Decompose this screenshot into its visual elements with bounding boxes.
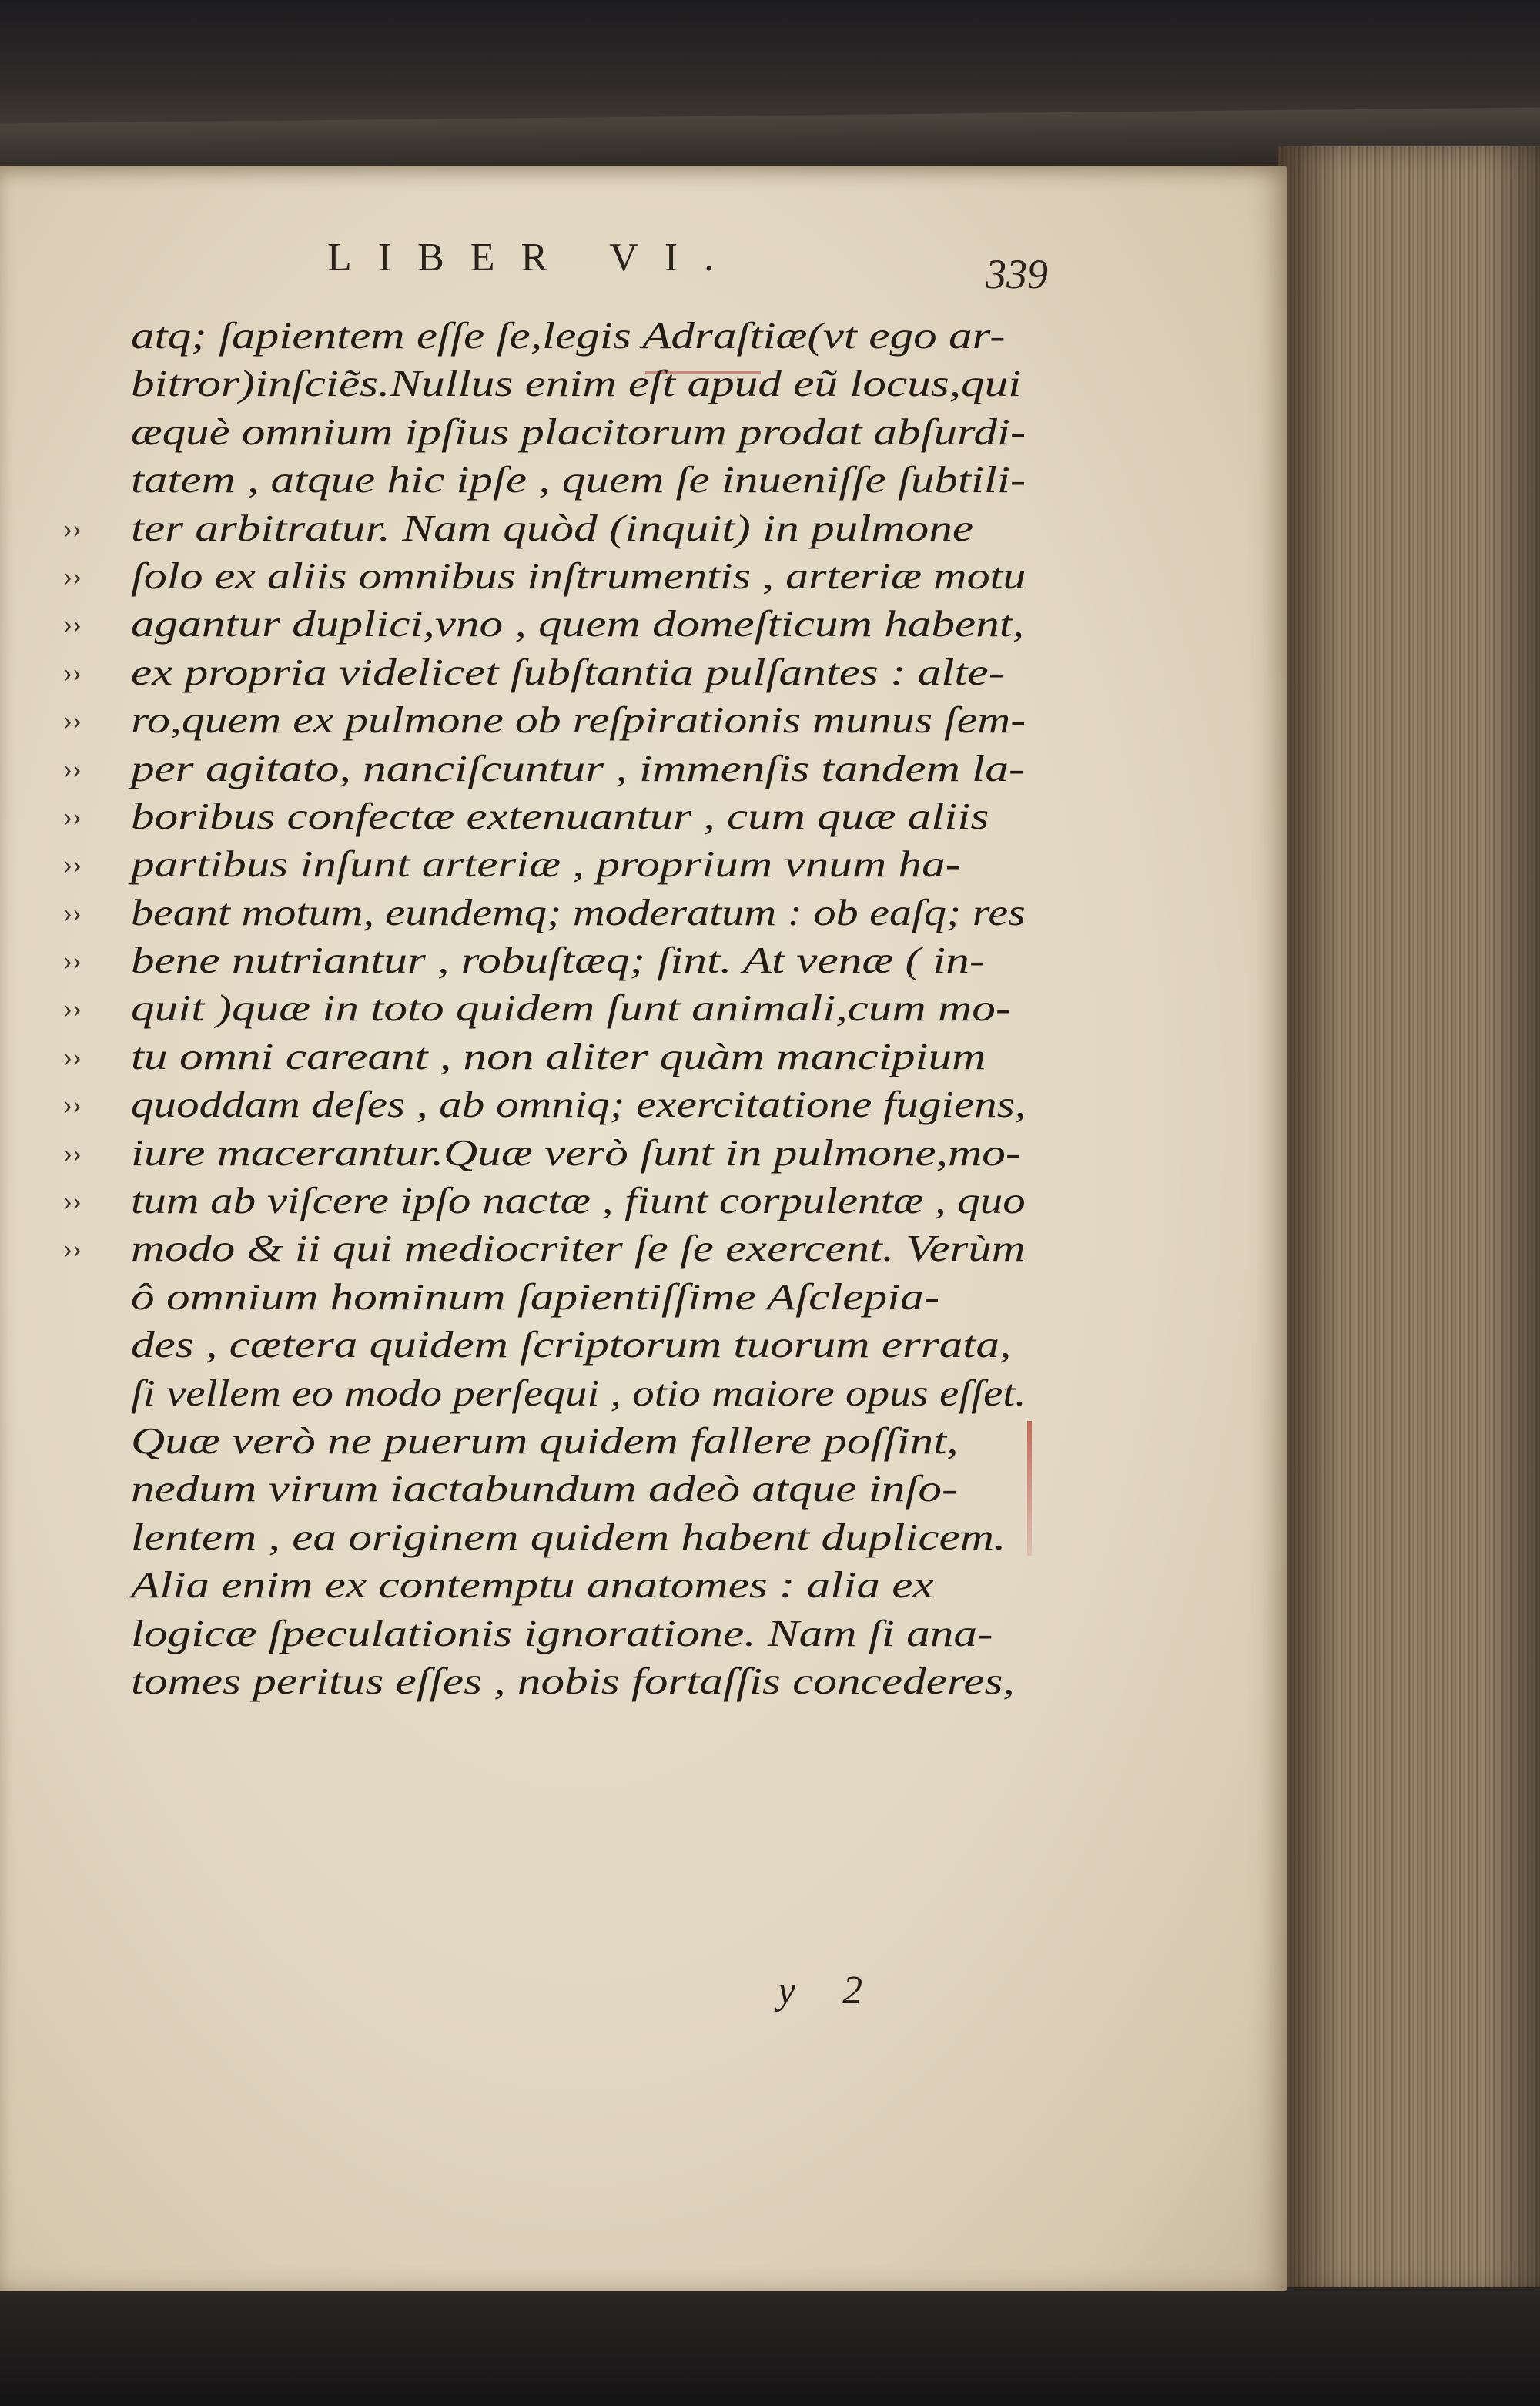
quotation-marker: ›› [63, 752, 82, 784]
line-text: des , cætera quidem ſcriptorum tuorum errata, [131, 1323, 1012, 1366]
text-line [63, 1225, 1026, 1272]
text-line [63, 456, 1026, 504]
line-text: æquè omnium ipſius placitorum prodat abſurdi- [131, 410, 1026, 453]
page-edges-shade [1278, 146, 1540, 2295]
line-text: ſolo ex aliis omnibus inſtrumentis , arteriæ motu [131, 554, 1026, 597]
line-text: ex propria videlicet ſubſtantia pulſantes : alte- [131, 650, 1005, 693]
quotation-marker: ›› [63, 896, 82, 928]
text-line [63, 1657, 1026, 1705]
line-text: logicæ ſpeculationis ignoratione. Nam ſi ana- [131, 1611, 993, 1654]
line-text: ter arbitratur. Nam quòd (inquit) in pulmone [131, 506, 974, 549]
line-text: agantur duplici,vno , quem domeſticum habent, [131, 602, 1025, 645]
line-text: tum ab viſcere ipſo nactæ , fiunt corpulentæ , quo [131, 1179, 1026, 1222]
text-line [63, 1177, 1026, 1225]
line-text: atq; ſapientem eſſe ſe,legis Adraſtiæ(vt ego ar- [131, 314, 1006, 357]
quotation-marker: ›› [63, 512, 82, 544]
line-text: tomes peritus eſſes , nobis fortaſſis concederes, [131, 1659, 1015, 1702]
line-text: ſi vellem eo modo perſequi , otio maiore opus eſſet. [131, 1371, 1026, 1414]
quotation-marker: ›› [63, 705, 82, 736]
text-line [63, 1465, 1026, 1513]
quotation-marker: ›› [63, 1233, 82, 1265]
line-text: lentem , ea originem quidem habent duplicem. [131, 1515, 1006, 1558]
text-line [63, 1417, 1026, 1465]
line-text: tu omni careant , non aliter quàm mancipium [131, 1034, 986, 1077]
line-text: ô omnium hominum ſapientiſſime Aſclepia- [131, 1275, 940, 1318]
page-header [0, 235, 1540, 297]
running-head: LIBER VI. [327, 236, 741, 280]
text-line [63, 793, 1026, 840]
text-line [63, 1321, 1026, 1369]
body-text [63, 312, 1026, 1705]
text-line [63, 1081, 1026, 1128]
text-line [63, 840, 1026, 888]
text-line [63, 1513, 1026, 1561]
quotation-marker: ›› [63, 1040, 82, 1072]
text-line [63, 1610, 1026, 1657]
line-text: partibus inſunt arteriæ , proprium vnum ha- [131, 843, 962, 886]
red-margin-mark [1027, 1421, 1032, 1556]
line-text: bitror)inſciẽs.Nullus enim eſt apud eũ locus,qui [131, 362, 1022, 405]
quotation-marker: ›› [63, 608, 82, 640]
line-text: beant motum, eundemq; moderatum : ob eaſq; res [131, 890, 1026, 933]
text-line [63, 1561, 1026, 1609]
text-line [63, 648, 1026, 696]
quotation-marker: ›› [63, 560, 82, 591]
line-text: modo & ii qui mediocriter ſe ſe exercent. Verùm [131, 1227, 1026, 1270]
line-text: Alia enim ex contemptu anatomes : alia ex [131, 1563, 934, 1607]
line-text: per agitato, nanciſcuntur , immenſis tandem la- [131, 746, 1025, 789]
line-text: boribus confectæ extenuantur , cum quæ aliis [131, 794, 989, 837]
line-text: tatem , atque hic ipſe , quem ſe inueniſſe ſubtili- [131, 458, 1026, 501]
scan-background-bottom [0, 2287, 1540, 2406]
text-line [63, 312, 1026, 360]
text-line [63, 552, 1026, 600]
text-line [63, 984, 1026, 1032]
text-line [63, 1273, 1026, 1321]
text-line [63, 937, 1026, 984]
quotation-marker: ›› [63, 800, 82, 832]
quotation-marker: ›› [63, 1137, 82, 1168]
text-line [63, 600, 1026, 648]
line-text: ro,quem ex pulmone ob reſpirationis munus ſem- [131, 699, 1026, 742]
line-text: Quæ verò ne puerum quidem fallere poſſint, [131, 1419, 959, 1462]
line-text: quoddam deſes , ab omniq; exercitatione fugiens, [131, 1083, 1026, 1126]
text-line [63, 360, 1026, 407]
text-line [63, 1369, 1026, 1417]
text-line [63, 1033, 1026, 1081]
quotation-marker: ›› [63, 1185, 82, 1217]
line-text: iure macerantur.Quæ verò ſunt in pulmone,mo- [131, 1131, 1022, 1174]
quotation-marker: ›› [63, 945, 82, 977]
text-line [63, 408, 1026, 456]
signature-mark: y 2 [778, 1969, 882, 2012]
page-number: 339 [986, 251, 1048, 297]
text-line [63, 696, 1026, 744]
quotation-marker: ›› [63, 656, 82, 688]
quotation-marker: ›› [63, 993, 82, 1024]
line-text: nedum virum iactabundum adeò atque inſo- [131, 1467, 958, 1510]
quotation-marker: ›› [63, 1089, 82, 1121]
line-text: bene nutriantur , robuſtæq; ſint. At venæ ( in- [131, 939, 986, 982]
line-text: quit )quæ in toto quidem ſunt animali,cum mo- [131, 987, 1012, 1030]
text-line [63, 504, 1026, 552]
text-line [63, 889, 1026, 937]
text-line [63, 745, 1026, 793]
text-line [63, 1129, 1026, 1177]
quotation-marker: ›› [63, 849, 82, 880]
